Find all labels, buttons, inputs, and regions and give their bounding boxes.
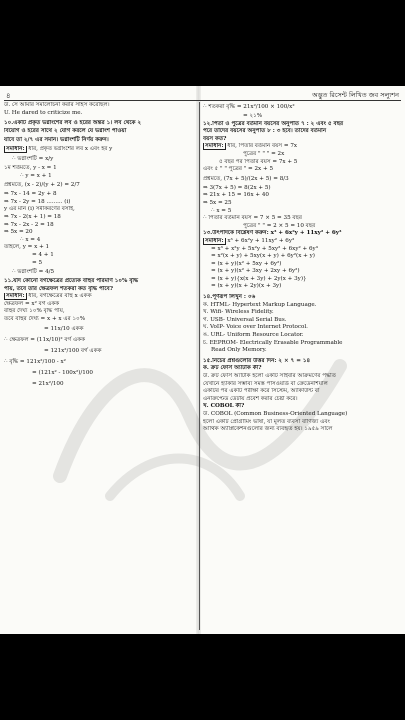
text-line bbox=[203, 324, 401, 332]
text-line bbox=[4, 293, 196, 301]
line-text: = x²(x + y) + 5xy(x + y) + 6y²(x + y) bbox=[211, 253, 315, 260]
text-line bbox=[203, 200, 401, 208]
text-line bbox=[203, 347, 401, 355]
line-text: ঘ. VoIP- Voice over Internet Protocol. bbox=[203, 324, 308, 331]
line-text: ⇒ 5x = 20 bbox=[4, 229, 33, 236]
line-text: ∴ শতকরা বৃদ্ধি = 21x²/100 × 100/x² bbox=[203, 104, 295, 110]
text-line bbox=[4, 154, 196, 165]
text-line bbox=[4, 199, 196, 207]
line-text: ধরি, বর্গক্ষেত্রের বাহু x একক bbox=[26, 293, 92, 300]
line-text: = (x + y)(x + 2y)(x + 3y) bbox=[211, 283, 282, 290]
line-text: আর্থিক অ্যাপ্লিকেশনগুলোর জন্য ব্যবহৃত হয়। ১৯৫৯ সালে bbox=[203, 426, 333, 433]
text-line bbox=[203, 373, 401, 381]
line-text: ∴ পিতার বর্তমান বয়স = 7 × 5 = 35 বছর bbox=[203, 215, 302, 222]
solution-label: সমাধান: bbox=[6, 293, 25, 300]
text-line bbox=[203, 365, 401, 373]
line-text: প্রশ্নমতে, (7x + 5)/(2x + 5) = 8/3 bbox=[203, 175, 289, 182]
text-line bbox=[203, 396, 401, 404]
line-text: একটির পর একটি পরীক্ষা করে সিস্টেম, অ্যাকাউন্ট বা bbox=[203, 388, 320, 395]
line-text: উ. ক্রট ফোর্স অ্যাটাক হলো একটি সাইবার আক্রমণের পদ্ধতি bbox=[203, 373, 336, 379]
text-line bbox=[4, 191, 196, 199]
line-text: ⇒ 5x = 25 bbox=[203, 199, 232, 206]
line-text: ধরি, পিতার বর্তমান বয়স = 7x bbox=[225, 143, 298, 150]
line-text: যেখানে হ্যাকার সম্ভাব্য সমস্ত পাসওয়ার্ড বা ক্রেডেনশিয়াল bbox=[203, 380, 328, 387]
text-line bbox=[4, 324, 196, 335]
text-line bbox=[203, 309, 401, 317]
line-text: উ. COBOL (Common Business-Oriented Language) bbox=[203, 410, 348, 417]
text-line bbox=[4, 206, 196, 214]
column-divider bbox=[199, 102, 200, 630]
text-line bbox=[203, 143, 401, 151]
line-text: ∴ বৃদ্ধি = 121x²/100 - x² bbox=[4, 358, 66, 365]
line-text: = 11x/10 একক bbox=[44, 325, 84, 332]
running-title: অদ্ভুত রিসেন্ট লিখিত জব সল্যুশন bbox=[312, 91, 399, 99]
text-line bbox=[203, 192, 401, 200]
line-text: x³ + 6x²y + 11xy² + 6y³ bbox=[225, 237, 295, 244]
text-line bbox=[203, 246, 401, 254]
line-text: ১৫.নিচের প্রশ্নগুলোর উত্তর দিন: ২ × ৭ = ১৪ bbox=[203, 357, 311, 364]
text-line bbox=[203, 426, 401, 434]
left-column bbox=[4, 102, 196, 390]
line-text: বিয়োগ ও হরের সাথে ২ যোগ করলে যে ভগ্নাংশ পাওয়া bbox=[4, 127, 127, 134]
text-line bbox=[4, 379, 196, 390]
text-line bbox=[203, 223, 401, 231]
text-line bbox=[203, 332, 401, 340]
text-line bbox=[203, 294, 401, 302]
text-line bbox=[4, 237, 196, 245]
line-text: = (x + y){x(x + 3y) + 2y(x + 3y)} bbox=[211, 275, 307, 282]
text-line bbox=[4, 222, 196, 230]
line-text: ১১.যদি কোনো বর্গক্ষেত্রের প্রত্যেক বাহুর পরিমাণ ১০% বৃদ্ধি bbox=[4, 278, 139, 285]
line-text: Read Only Memory. bbox=[211, 347, 267, 354]
line-text: = ২১% bbox=[243, 113, 263, 119]
line-text: প্রশ্নমতে, (x - 2)/(y + 2) = 2/7 bbox=[4, 182, 80, 189]
text-line bbox=[4, 346, 196, 357]
line-text: ১৪.পূর্ণরূপ লিখুন : ০৬ bbox=[203, 294, 256, 301]
line-text: তাহলে, y = x + 1 bbox=[4, 244, 50, 251]
line-text: ∴ ভগ্নাংশটি = x/y bbox=[12, 155, 54, 162]
text-line bbox=[203, 238, 401, 246]
line-text: ক্ষেত্রফল = x² বর্গ একক bbox=[4, 300, 60, 307]
line-text: ১২.পিতা ও পুত্রের বর্তমান বয়সের অনুপাত ৭ : ২ এবং ৫ বছর bbox=[203, 120, 344, 127]
line-text: পুত্রের " " " = 2x bbox=[243, 150, 285, 157]
line-text: = (x + y)(x² + 5xy + 6y²) bbox=[211, 260, 282, 267]
solution-label: সমাধান: bbox=[205, 143, 224, 150]
line-text: ৫ বছর পর পিতার বয়স = 7x + 5 bbox=[219, 158, 298, 165]
text-line bbox=[203, 185, 401, 193]
line-text: হলো একটি প্রোগ্রামিং ভাষা, যা মূলত ব্যবসা বাণিজ্য এবং bbox=[203, 418, 330, 425]
line-text: ∴ x = 4 bbox=[20, 236, 41, 243]
line-text: = (121x² - 100x²)/100 bbox=[32, 369, 93, 376]
line-text: ১ম শর্তমতে, y - x = 1 bbox=[4, 164, 57, 171]
text-line bbox=[203, 136, 401, 144]
text-line bbox=[4, 368, 196, 379]
line-text: ∴ ভগ্নাংশটি = 4/5 bbox=[12, 269, 55, 276]
text-line bbox=[203, 317, 401, 325]
text-line bbox=[203, 128, 401, 136]
text-line bbox=[203, 403, 401, 411]
line-text: ∴ ক্ষেত্রফল = (11x/10)² বর্গ একক bbox=[4, 336, 86, 343]
text-line bbox=[203, 166, 401, 174]
text-line bbox=[203, 208, 401, 216]
text-line bbox=[203, 102, 401, 113]
text-line bbox=[203, 151, 401, 159]
text-line bbox=[4, 180, 196, 191]
text-line bbox=[4, 214, 196, 222]
text-line bbox=[203, 340, 401, 348]
line-text: ⇒ 3(7x + 5) = 8(2x + 5) bbox=[203, 184, 271, 191]
line-text: = (x + y)(x² + 3xy + 2xy + 6y²) bbox=[211, 268, 300, 275]
text-line bbox=[4, 102, 196, 110]
text-line bbox=[203, 388, 401, 396]
line-text: ক. HTML- Hypertext Markup Language. bbox=[203, 301, 317, 308]
line-text: ⇒ 7x - 2y = 18 ......... (i) bbox=[4, 198, 71, 205]
line-text: এনক্রিপ্টেড ডেটায় প্রবেশ করার চেষ্টা করে। bbox=[203, 395, 298, 402]
text-line bbox=[203, 253, 401, 261]
text-line bbox=[4, 260, 196, 268]
text-line bbox=[203, 268, 401, 276]
line-text: পুত্রের " " = 2 × 5 = 10 বছর bbox=[243, 222, 316, 229]
text-line bbox=[4, 244, 196, 252]
line-text: উ. সে আমার সমালোচনা করার সাহস করেছিল। bbox=[4, 102, 110, 108]
text-line bbox=[203, 358, 401, 366]
text-line bbox=[4, 229, 196, 237]
line-text: ⇒ 7x - 2(x + 1) = 18 bbox=[4, 213, 61, 220]
text-line bbox=[203, 381, 401, 389]
text-line bbox=[4, 146, 196, 154]
text-line bbox=[4, 278, 196, 286]
line-text: ১০.একটি প্রকৃত ভগ্নাংশের লব ও হরের অন্তর ১। লব থেকে ২ bbox=[4, 120, 142, 127]
line-text: y এর মান (i) সমীকরণের বসাই, bbox=[4, 206, 75, 213]
text-line bbox=[4, 110, 196, 118]
line-text: ⇒ 7x - 14 = 2y + 8 bbox=[4, 191, 57, 198]
text-line bbox=[4, 357, 196, 368]
solution-label: সমাধান: bbox=[6, 146, 25, 153]
text-line bbox=[4, 165, 196, 173]
line-text: ক. ক্রট ফোর্স অ্যাটাক কী? bbox=[203, 365, 262, 372]
text-line bbox=[203, 230, 401, 238]
line-text: এবং ৫ " " পুত্রের " = 2x + 5 bbox=[203, 166, 274, 173]
line-text: ১৩.উৎপাদকে বিশ্লেষণ করুন: x³ + 6x²y + 11xy² + 6y³ bbox=[203, 230, 342, 237]
text-line bbox=[4, 301, 196, 309]
text-line bbox=[203, 261, 401, 269]
text-line bbox=[203, 121, 401, 129]
line-text: ঙ. URL- Uniform Resource Locator. bbox=[203, 332, 304, 339]
line-text: পায়, তবে তার ক্ষেত্রফল শতকরা কত বৃদ্ধি পাবে? bbox=[4, 285, 114, 292]
text-line bbox=[4, 308, 196, 316]
solution-label: সমাধান: bbox=[205, 237, 224, 244]
text-line bbox=[4, 267, 196, 278]
text-line bbox=[203, 159, 401, 167]
line-text: যাবে তা ২/৭ এর সমান। ভগ্নাংশটি নির্ণয় করুন। bbox=[4, 137, 109, 144]
line-text: খ. Wifi- Wireless Fidelity. bbox=[203, 309, 274, 316]
line-text: = x³ + x²y + 5x²y + 5xy² + 6xy² + 6y³ bbox=[211, 245, 318, 252]
line-text: বাহুর দৈর্ঘ্য ১০% বৃদ্ধি পায়, bbox=[4, 308, 65, 315]
line-text: ⇒ 21x + 15 = 16x + 40 bbox=[203, 192, 269, 199]
book-page bbox=[0, 86, 405, 634]
page-number: ৪ bbox=[6, 92, 11, 100]
line-text: খ. COBOL কী? bbox=[203, 403, 245, 410]
text-line bbox=[4, 120, 196, 128]
text-line bbox=[203, 276, 401, 284]
header-rule bbox=[4, 100, 401, 101]
line-text: পরে তাদের বয়সের অনুপাত ৮ : ৩ হবে। তাদের বর্তমান bbox=[203, 128, 327, 135]
right-column bbox=[203, 102, 401, 434]
line-text: ⇒ 7x - 2x - 2 = 18 bbox=[4, 221, 54, 228]
line-text: ∴ y = x + 1 bbox=[20, 172, 52, 179]
line-text: U. He dared to criticize me. bbox=[4, 109, 83, 116]
text-line bbox=[4, 128, 196, 136]
line-text: = 121x²/100 বর্গ একক bbox=[44, 347, 102, 354]
text-line bbox=[4, 135, 196, 146]
line-text: তবে বাহুর দৈর্ঘ্য = x + x এর ১০% bbox=[4, 316, 86, 323]
text-line bbox=[4, 286, 196, 294]
text-line bbox=[203, 215, 401, 223]
line-text: = 21x²/100 bbox=[32, 380, 64, 387]
text-line bbox=[4, 335, 196, 346]
text-line bbox=[203, 419, 401, 427]
text-line bbox=[203, 283, 401, 291]
text-line bbox=[203, 302, 401, 310]
line-text: চ. EEPROM- Electrically Erasable Programmable bbox=[203, 339, 343, 346]
text-line bbox=[4, 252, 196, 260]
text-line bbox=[203, 411, 401, 419]
line-text: ধরি, প্রকৃত ভগ্নাংশের লব x এবং হর y bbox=[26, 146, 113, 153]
line-text: ∴ x = 5 bbox=[211, 207, 232, 214]
text-line bbox=[203, 113, 401, 121]
text-line bbox=[4, 173, 196, 181]
text-line bbox=[4, 316, 196, 324]
line-text: বয়স কত? bbox=[203, 135, 227, 142]
text-line bbox=[203, 174, 401, 185]
line-text: = 5 bbox=[32, 259, 43, 266]
line-text: = 4 + 1 bbox=[32, 251, 54, 258]
line-text: গ. USB- Universal Serial Bus. bbox=[203, 316, 287, 323]
